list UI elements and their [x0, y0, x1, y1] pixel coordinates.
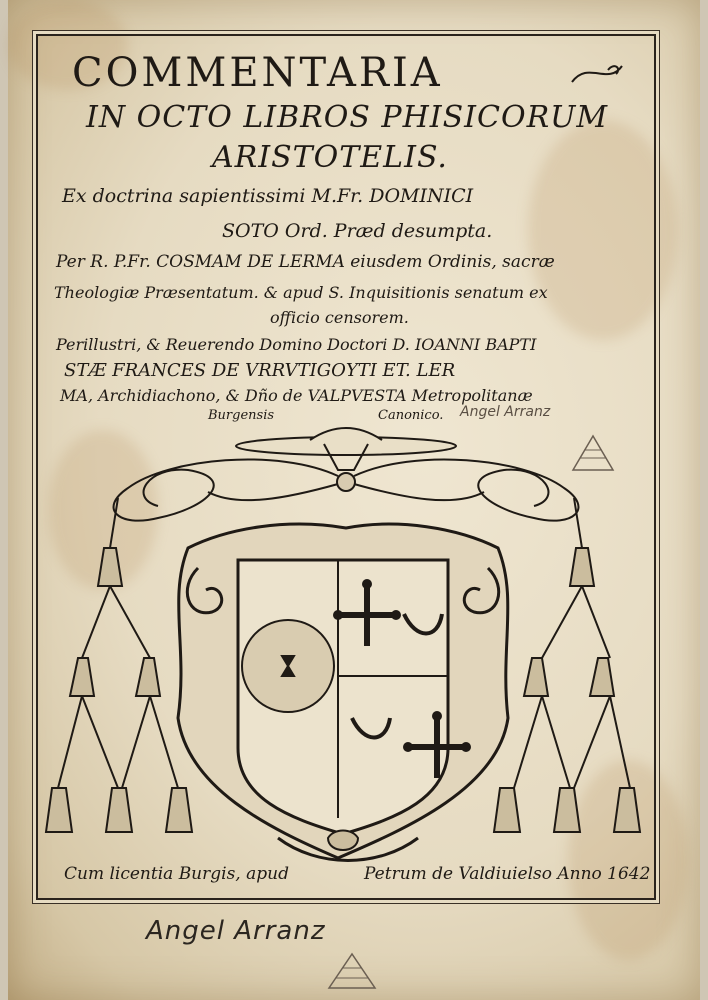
author-line-1: Per R. P.Fr. COSMAM DE LERMA eiusdem Ordinis, sacræ [56, 252, 555, 272]
title-line-2: IN OCTO LIBROS PHISICORUM [86, 100, 609, 135]
cardinal-coat-of-arms [38, 418, 668, 878]
title-page [8, 0, 700, 1000]
dedication-line-1: Perillustri, & Reuerendo Domino Doctori D. IOANNI BAPTI [56, 335, 537, 354]
subtitle-line-1: Ex doctrina sapientissimi M.Fr. DOMINICI [62, 185, 474, 207]
title-line-3: ARISTOTELIS. [212, 140, 448, 175]
subtitle-line-2: SOTO Ord. Præd desumpta. [222, 220, 493, 242]
ink-stamp-icon [324, 948, 380, 994]
ink-stamp-icon [568, 430, 618, 476]
handwritten-signature-top: Angel Arranz [460, 404, 551, 420]
flourish-icon [568, 56, 628, 90]
dedication-line-3: MA, Archidiachono, & Dño de VALPVESTA Metropolitanæ [60, 386, 533, 405]
title-line-1: COMMENTARIA [72, 50, 443, 96]
dedication-line-2: STÆ FRANCES DE VRRVTIGOYTI ET. LER [64, 360, 456, 381]
tassel-icon [46, 548, 192, 832]
dedication-line-4a: Burgensis [208, 408, 275, 423]
dedication-line-4b: Canonico. [378, 408, 444, 423]
author-line-2: Theologiæ Præsentatum. & apud S. Inquisitionis senatum ex [54, 283, 548, 302]
imprint-left: Cum licentia Burgis, apud [64, 864, 289, 884]
handwritten-signature-bottom: Angel Arranz [146, 916, 326, 946]
author-line-3: officio censorem. [270, 308, 409, 327]
imprint-right: Petrum de Valdiuielso Anno 1642 [364, 864, 651, 884]
tassel-icon [494, 548, 640, 832]
